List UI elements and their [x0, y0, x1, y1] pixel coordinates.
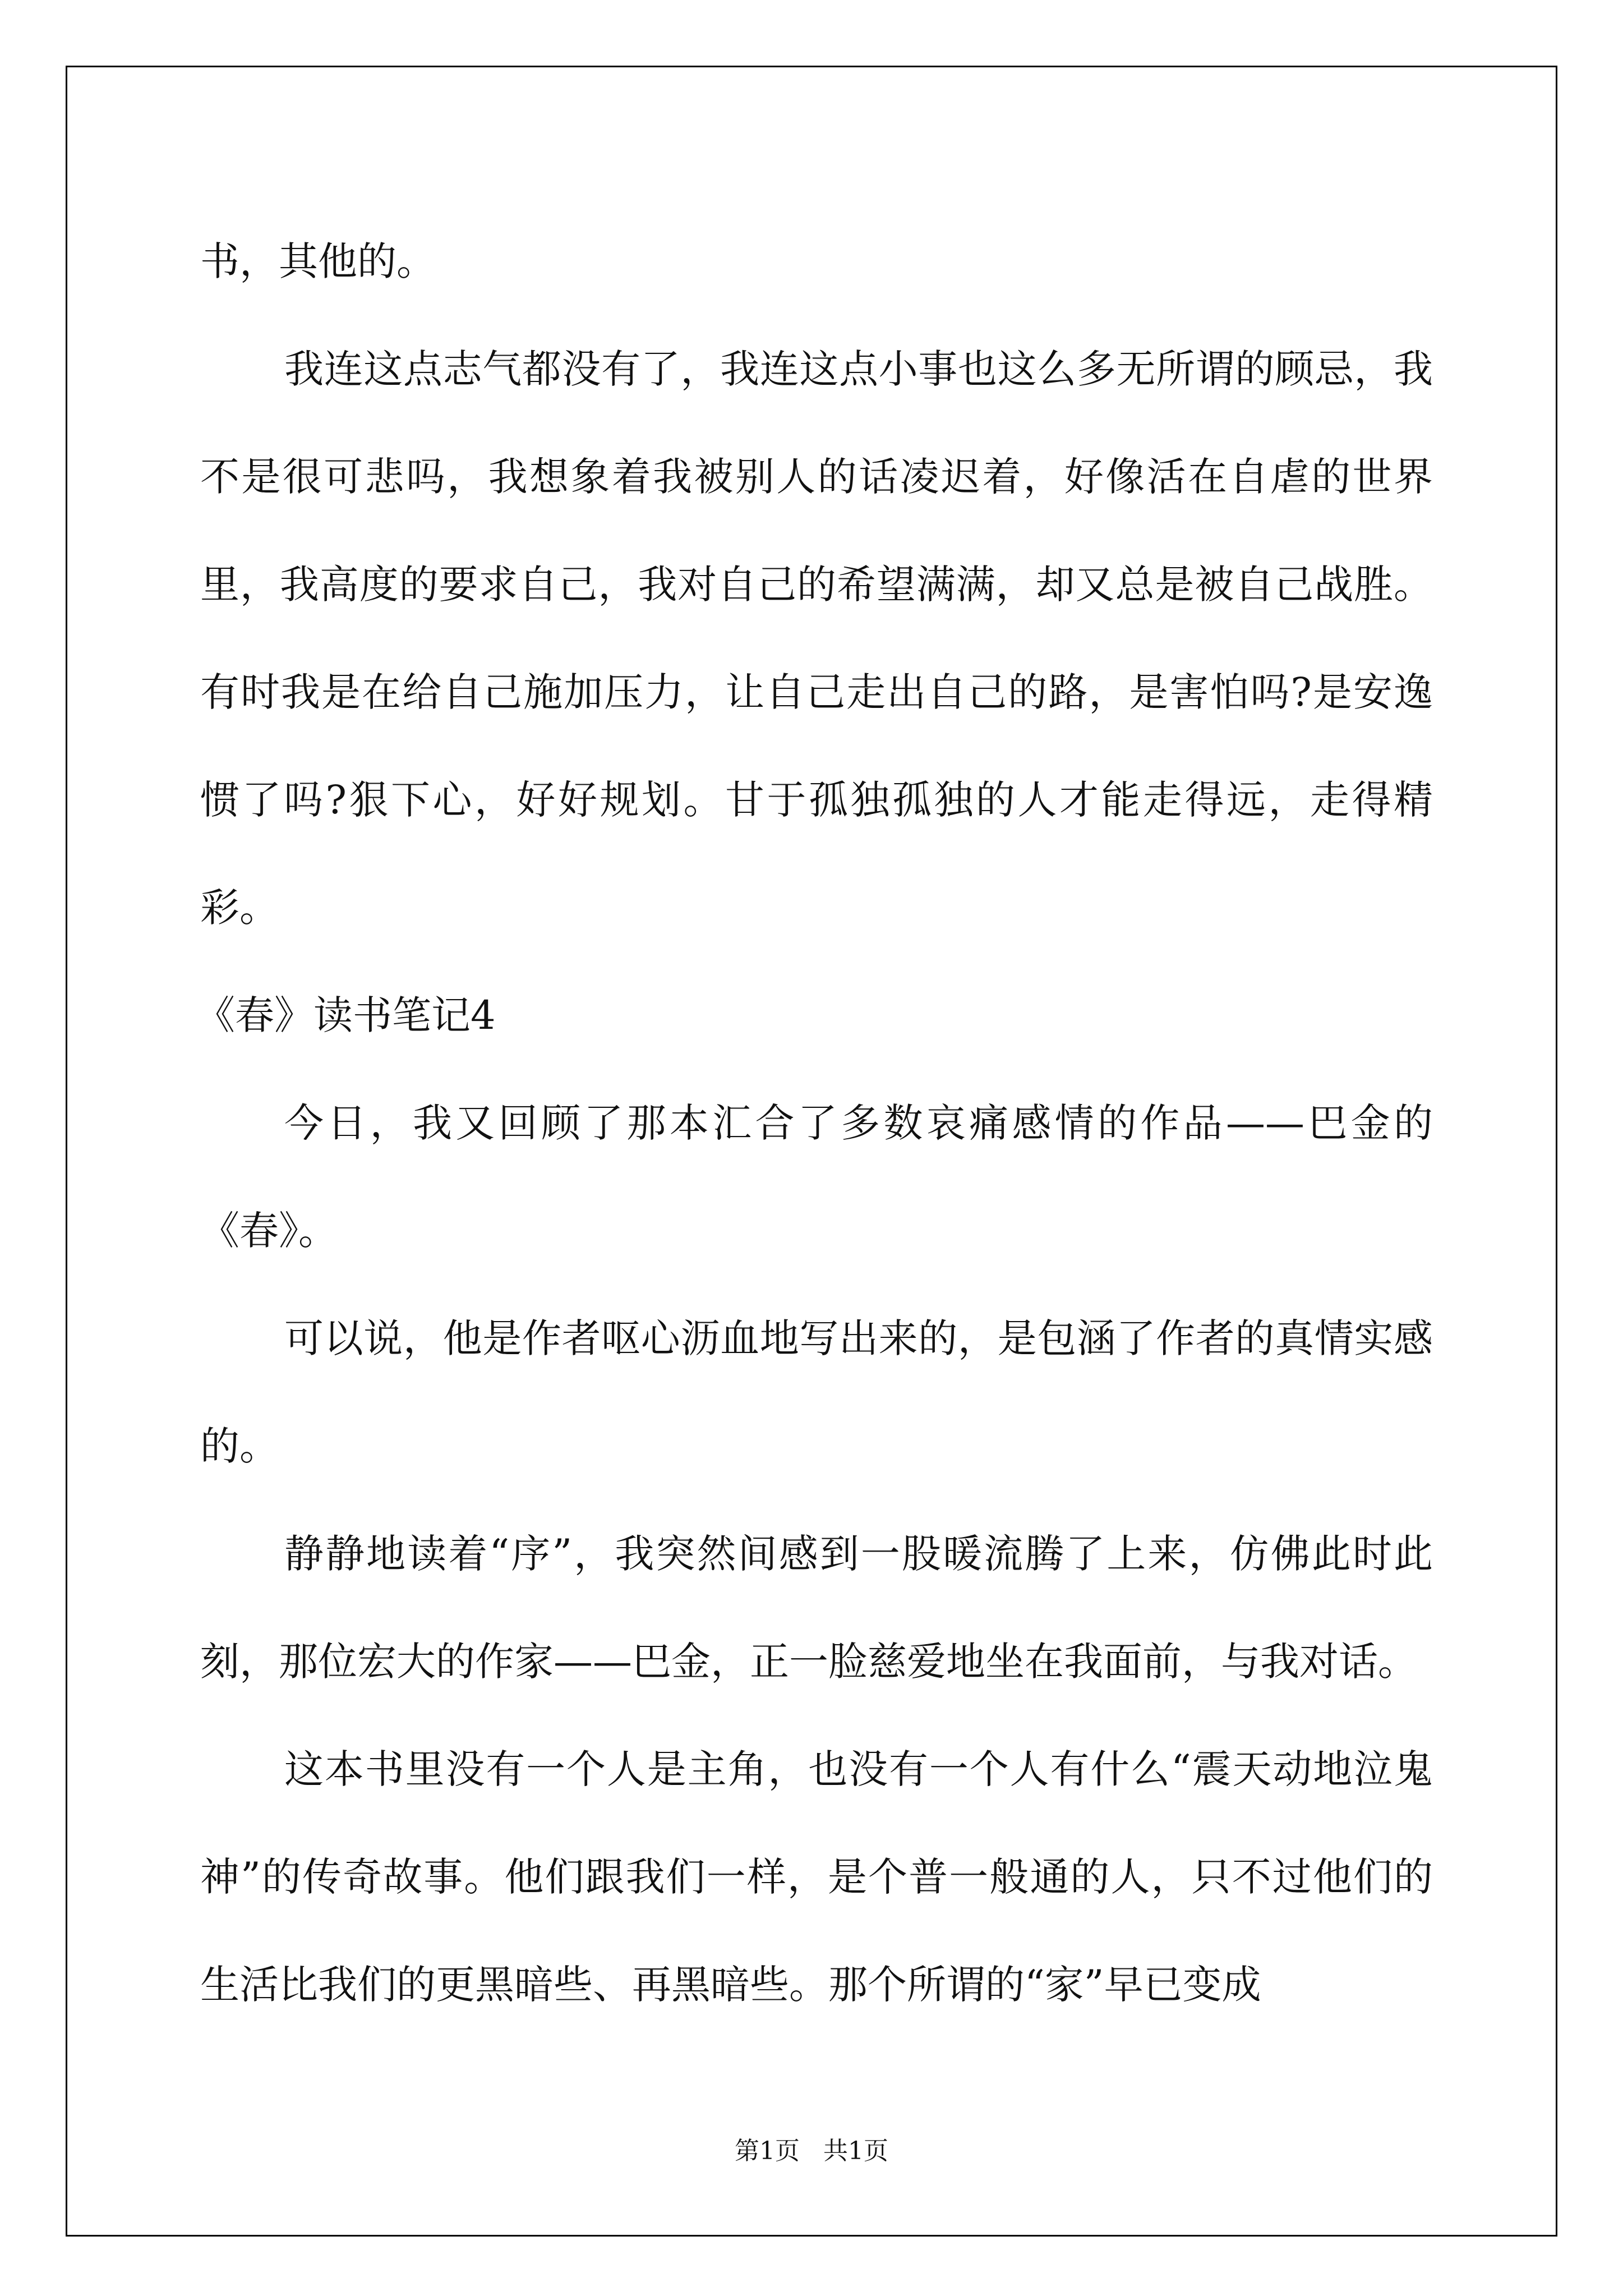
paragraph-continuation: 书，其他的。 [200, 238, 436, 284]
paragraph-author-feeling: 可以说，他是作者呕心沥血地写出来的，是包涵了作者的真情实感的。 [200, 1315, 1433, 1469]
section-heading: 《春》读书笔记4 [196, 992, 496, 1038]
paragraph-preface: 静静地读着“序”，我突然间感到一股暖流腾了上来，仿佛此时此刻，那位宏大的作家——巴金，正一脸慈爱地坐在我面前，与我对话。 [200, 1531, 1433, 1685]
page-footer: 第1页 共1页 [735, 2137, 888, 2165]
paragraph-characters: 这本书里没有一个人是主角，也没有一个人有什么“震天动地泣鬼神”的传奇故事。他们跟我们一样，是个普一般通的人，只不过他们的生活比我们的更黑暗些、再黑暗些。那个所谓的“家”早已变成 [200, 1746, 1433, 2008]
paragraph-intro: 今日，我又回顾了那本汇合了多数哀痛感情的作品——巴金的《春》。 [200, 1100, 1433, 1254]
document-body [196, 208, 1433, 2039]
paragraph-reflection: 我连这点志气都没有了，我连这点小事也这么多无所谓的顾忌，我不是很可悲吗，我想象着我被别人的话凌迟着，好像活在自虐的世界里，我高度的要求自己，我对自己的希望满满，却又总是被自己战胜。有时我是在给自己施加压力，让自己走出自己的路，是害怕吗?是安逸惯了吗?狠下心，好好规划。甘于孤独孤独的人才能走得远，走得精彩。 [200, 346, 1433, 931]
